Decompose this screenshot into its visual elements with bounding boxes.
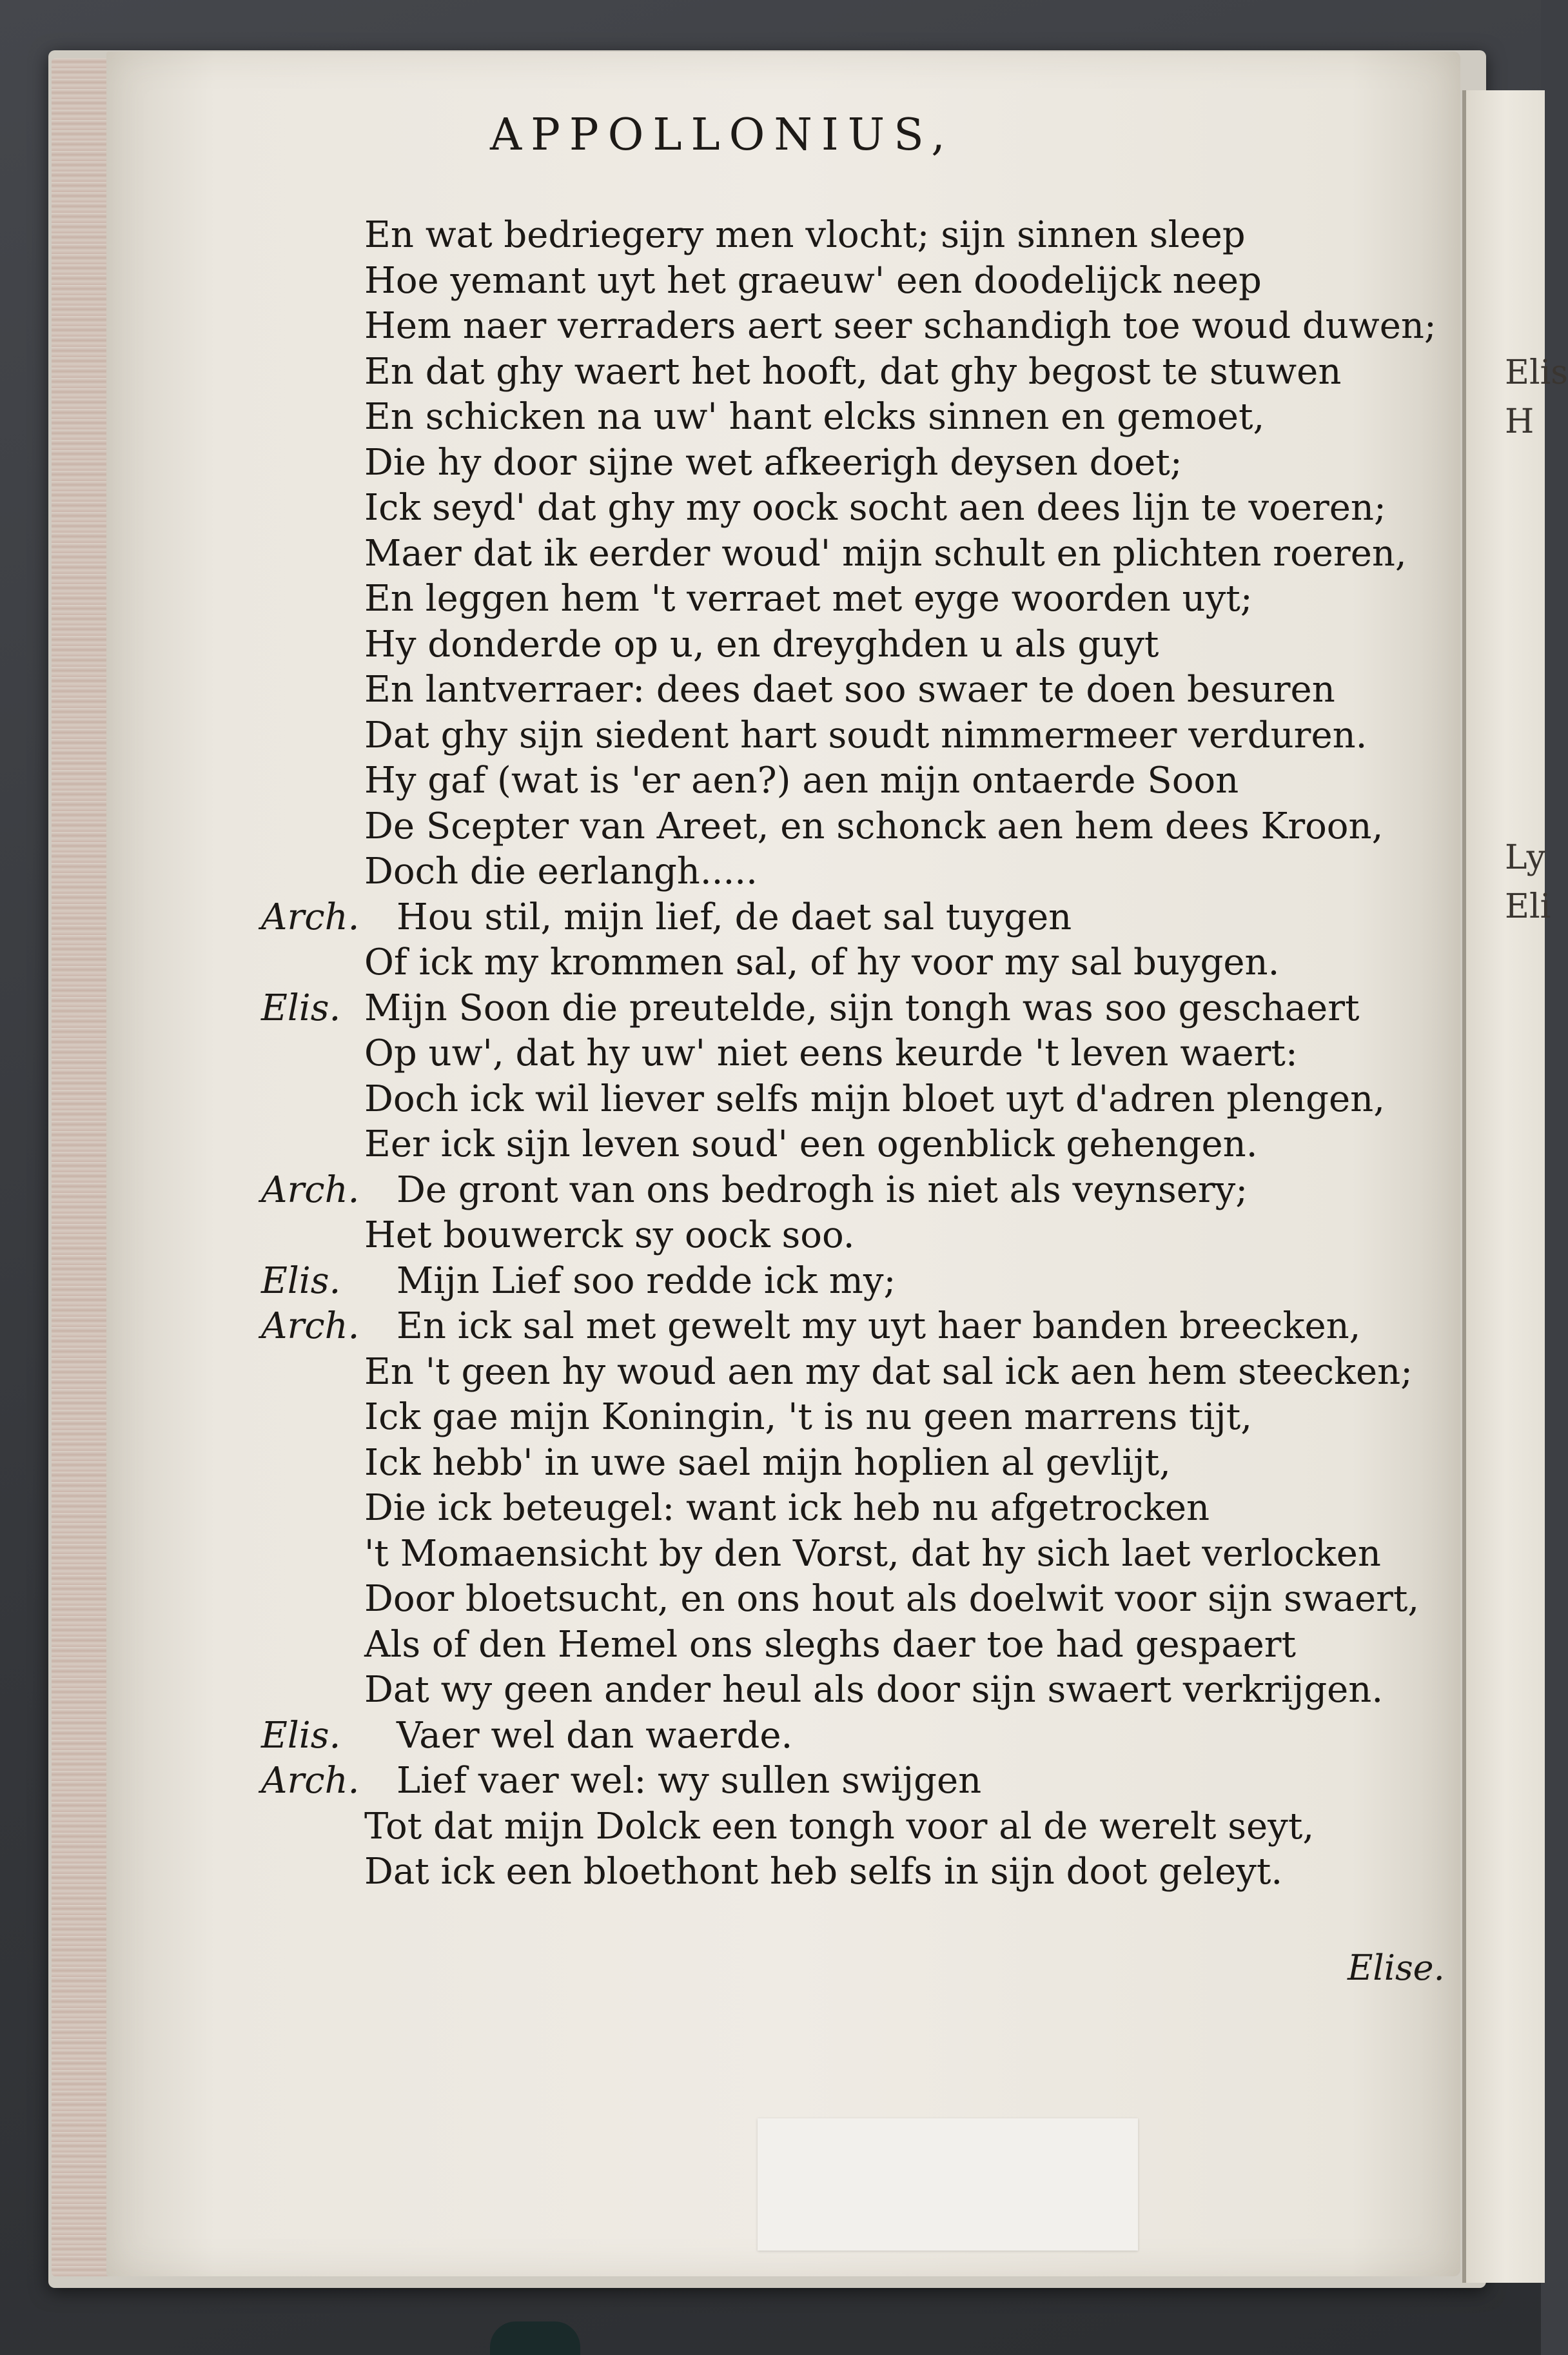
verse-line <box>364 1122 1428 1168</box>
verse-text: En dat ghy waert het hooft, dat ghy begost te stuwen <box>364 350 1342 393</box>
speaker-label: Elis. <box>261 987 341 1029</box>
verse-line <box>364 1077 1428 1123</box>
verse-text: Ick seyd' dat ghy my oock socht aen dees lijn te voeren; <box>364 487 1386 529</box>
verse-line <box>261 1304 1428 1350</box>
library-label <box>758 2118 1138 2251</box>
verse-line <box>261 1713 1428 1759</box>
verse-line <box>364 1395 1428 1441</box>
verse-text: Lief vaer wel: wy sullen swijgen <box>397 1760 982 1802</box>
verse-text: Ick gae mijn Koningin, 't is nu geen marrens tijt, <box>364 1396 1253 1438</box>
verse-text: En ick sal met gewelt my uyt haer banden breecken, <box>397 1305 1361 1347</box>
verse-line <box>364 1350 1428 1395</box>
verse-text: Door bloetsucht, en ons hout als doelwit voor sijn swaert, <box>364 1578 1420 1620</box>
facing-fragment: H <box>1505 402 1534 441</box>
verse-line <box>364 758 1428 804</box>
page-edges <box>52 58 110 2276</box>
verse-text: De gront van ons bedrogh is niet als veynsery; <box>397 1168 1248 1211</box>
verse-text: Hoe yemant uyt het graeuw' een doodelijck neep <box>364 259 1262 302</box>
verse-line <box>261 895 1428 941</box>
verse-text: En 't geen hy woud aen my dat sal ick aen hem steecken; <box>364 1350 1413 1393</box>
facing-fragment: Eli <box>1505 887 1551 926</box>
verse-text: En wat bedriegery men vlocht; sijn sinnen sleep <box>364 214 1246 256</box>
verse-line <box>364 1213 1428 1259</box>
verse-line <box>364 667 1428 713</box>
clip-object <box>490 2321 580 2355</box>
running-head: APPOLLONIUS, <box>490 110 954 161</box>
verse-text: Dat ick een bloethont heb selfs in sijn doot geleyt. <box>364 1851 1283 1893</box>
verse-text: Mijn Soon die preutelde, sijn tongh was soo geschaert <box>364 987 1360 1029</box>
verse-line <box>364 1031 1428 1077</box>
verse-line <box>364 440 1428 486</box>
verse-line <box>364 1849 1428 1895</box>
verse-line <box>364 713 1428 759</box>
verse-line <box>364 849 1428 895</box>
verse-text: Die hy door sijne wet afkeerigh deysen doet; <box>364 441 1182 484</box>
speaker-label: Arch. <box>261 896 360 938</box>
speaker-label: Arch. <box>261 1305 360 1347</box>
facing-fragment: Elis <box>1505 353 1568 392</box>
verse-line <box>364 213 1428 259</box>
verse-line <box>364 259 1428 304</box>
verse-line <box>364 1441 1428 1486</box>
verse-text: En lantverraer: dees daet soo swaer te doen besuren <box>364 669 1335 711</box>
speaker-label: Arch. <box>261 1168 360 1211</box>
facing-page-text <box>1505 348 1568 931</box>
verse-text: Maer dat ik eerder woud' mijn schult en plichten roeren, <box>364 532 1407 575</box>
speaker-label: Arch. <box>261 1760 360 1802</box>
verse-line <box>364 622 1428 668</box>
verse-text: Het bouwerck sy oock soo. <box>364 1214 855 1256</box>
verse-text: Als of den Hemel ons sleghs daer toe had gespaert <box>364 1623 1297 1666</box>
verse-text: Doch die eerlangh..... <box>364 851 758 892</box>
verse-line <box>364 804 1428 850</box>
verse-line <box>364 395 1428 440</box>
verse-line <box>364 1622 1428 1668</box>
verse-line <box>364 1486 1428 1532</box>
verse-line <box>364 531 1428 577</box>
verse-text: Vaer wel dan waerde. <box>397 1714 793 1757</box>
verse-line <box>364 1577 1428 1622</box>
verse-line <box>364 350 1428 395</box>
verse-text: Op uw', dat hy uw' niet eens keurde 't leven waert: <box>364 1032 1298 1074</box>
speaker-label: Elis. <box>261 1259 341 1302</box>
facing-page <box>1462 90 1568 2283</box>
verse-block <box>261 213 1436 1895</box>
verse-text: Eer ick sijn leven soud' een ogenblick gehengen. <box>364 1123 1258 1165</box>
facing-fragment: Ly <box>1505 838 1545 877</box>
verse-text: Tot dat mijn Dolck een tongh voor al de werelt seyt, <box>364 1805 1315 1848</box>
verse-line <box>261 1168 1428 1214</box>
verse-text: Doch ick wil liever selfs mijn bloet uyt d'adren plengen, <box>364 1078 1386 1120</box>
verse-line <box>364 1668 1428 1713</box>
verse-text: Dat ghy sijn siedent hart soudt nimmermeer verduren. <box>364 714 1367 756</box>
verse-line <box>364 1804 1428 1850</box>
verse-line <box>261 1259 1428 1305</box>
verse-text: Hou stil, mijn lief, de daet sal tuygen <box>397 896 1072 938</box>
verse-text: Mijn Lief soo redde ick my; <box>397 1259 896 1302</box>
catchword: Elise. <box>1348 1947 1445 1988</box>
speaker-label: Elis. <box>261 1714 341 1757</box>
verse-line <box>261 986 1428 1032</box>
verse-text: Die ick beteugel: want ick heb nu afgetrocken <box>364 1487 1210 1529</box>
verse-text: Hy donderde op u, en dreyghden u als guyt <box>364 623 1159 665</box>
verse-text: De Scepter van Areet, en schonck aen hem dees Kroon, <box>364 805 1384 847</box>
verse-text: Dat wy geen ander heul als door sijn swaert verkrijgen. <box>364 1669 1384 1711</box>
verse-text: Of ick my krommen sal, of hy voor my sal buygen. <box>364 941 1280 983</box>
verse-text: Hy gaf (wat is 'er aen?) aen mijn ontaerde Soon <box>364 760 1239 802</box>
verse-text: En schicken na uw' hant elcks sinnen en gemoet, <box>364 396 1265 438</box>
verse-line <box>364 1532 1428 1577</box>
verse-text: 't Momaensicht by den Vorst, dat hy sich laet verlocken <box>364 1532 1381 1575</box>
verse-line <box>364 304 1436 350</box>
verse-line <box>364 576 1428 622</box>
verse-line <box>261 1759 1428 1804</box>
verse-line <box>364 940 1428 986</box>
verse-text: Ick hebb' in uwe sael mijn hoplien al gevlijt, <box>364 1441 1171 1484</box>
verse-text: Hem naer verraders aert seer schandigh toe woud duwen; <box>364 305 1436 347</box>
verse-line <box>364 486 1428 531</box>
verse-text: En leggen hem 't verraet met eyge woorden uyt; <box>364 578 1253 620</box>
